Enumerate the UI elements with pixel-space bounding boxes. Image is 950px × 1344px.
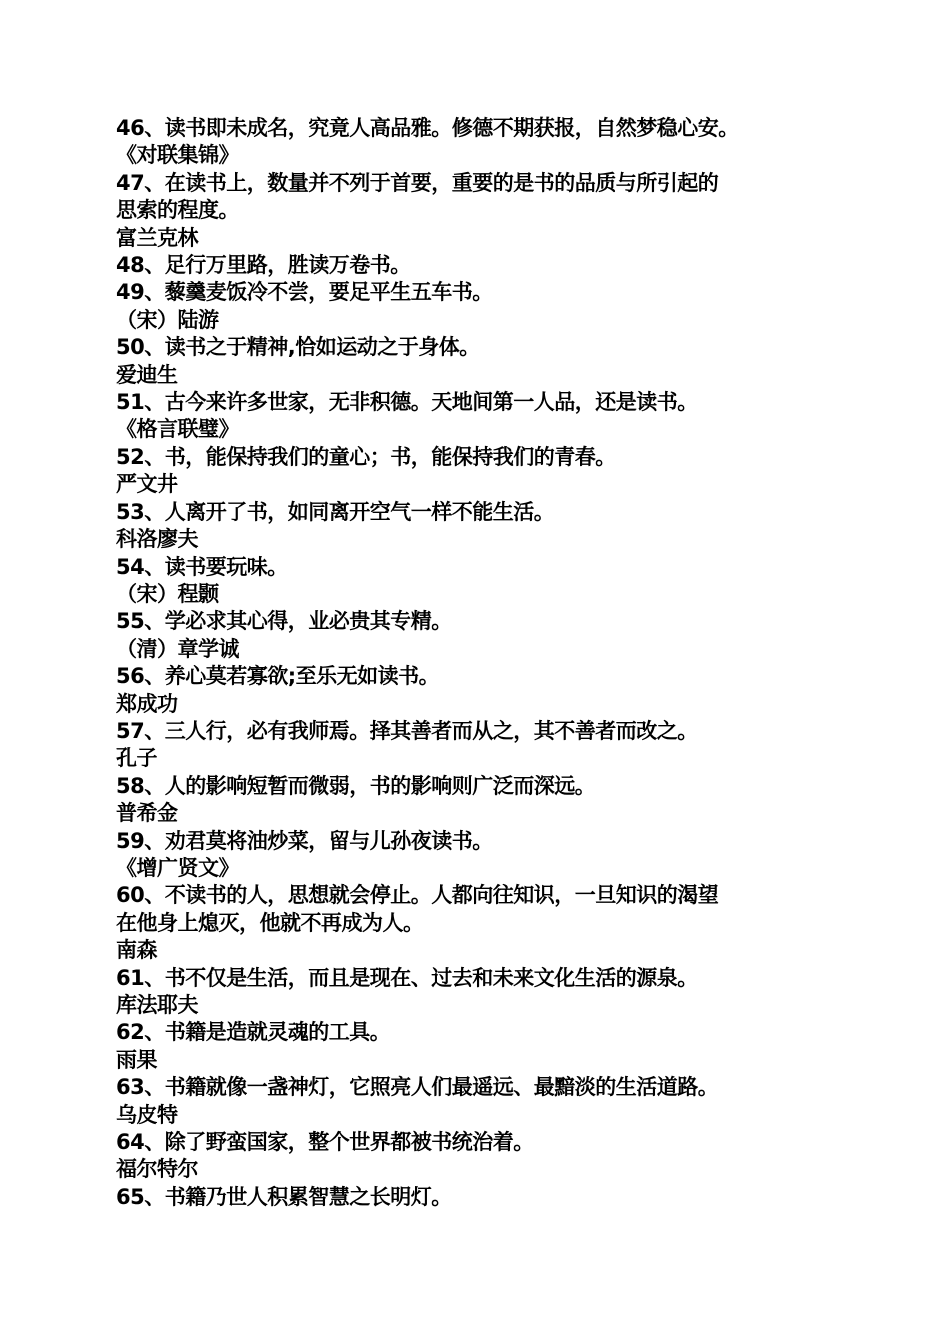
text-line: 56、养心莫若寡欲;至乐无如读书。 — [116, 664, 440, 689]
text-line: 在他身上熄灭，他就不再成为人。 — [116, 910, 424, 935]
source-line: 郑成功 — [116, 691, 178, 716]
text-line: 60、不读书的人，思想就会停止。人都向往知识，一旦知识的渴望 — [116, 883, 719, 908]
source-line: 福尔特尔 — [116, 1157, 198, 1182]
text-line: 47、在读书上，数量并不列于首要，重要的是书的品质与所引起的 — [116, 170, 719, 195]
text-line: 54、读书要玩味。 — [116, 554, 288, 579]
source-line: 乌皮特 — [116, 1102, 178, 1127]
source-line: 库法耶夫 — [116, 993, 198, 1017]
source-line: 普希金 — [116, 801, 178, 826]
text-line: 53、人离开了书，如同离开空气一样不能生活。 — [116, 499, 555, 524]
text-line: 62、书籍是造就灵魂的工具。 — [116, 1020, 391, 1045]
text-line: 64、除了野蛮国家，整个世界都被书统治着。 — [116, 1130, 534, 1155]
source-line: 雨果 — [116, 1047, 157, 1072]
text-line: 55、学必求其心得，业必贵其专精。 — [116, 609, 452, 634]
text-line: 59、劝君莫将油炒菜，留与儿孙夜读书。 — [116, 828, 493, 853]
source-line: 《增广贤文》 — [116, 855, 239, 880]
source-line: 南森 — [116, 938, 157, 963]
source-line: 严文井 — [116, 472, 178, 497]
source-line: 爱迪生 — [116, 362, 178, 387]
text-line: 57、三人行，必有我师焉。择其善者而从之，其不善者而改之。 — [116, 718, 698, 743]
document-page — [116, 115, 836, 1211]
text-line: 51、古今来许多世家，无非积德。天地间第一人品，还是读书。 — [116, 390, 698, 415]
text-line: 48、足行万里路，胜读万卷书。 — [116, 253, 411, 278]
text-line: 65、书籍乃世人积累智慧之长明灯。 — [116, 1184, 452, 1209]
text-line: 58、人的影响短暂而微弱，书的影响则广泛而深远。 — [116, 773, 596, 798]
text-line: 50、读书之于精神,恰如运动之于身体。 — [116, 335, 480, 360]
source-line: 《对联集锦》 — [116, 143, 239, 168]
source-line: 孔子 — [116, 746, 157, 771]
text-line: 49、藜羹麦饭冷不尝，要足平生五车书。 — [116, 280, 493, 305]
text-line: 思索的程度。 — [116, 198, 239, 223]
source-line: （宋）陆游 — [116, 307, 219, 332]
text-line: 61、书不仅是生活，而且是现在、过去和未来文化生活的源泉。 — [116, 965, 698, 990]
text-line: 46、读书即未成名，究竟人高品雅。修德不期获报，自然梦稳心安。 — [116, 116, 739, 140]
source-line: （宋）程颢 — [116, 581, 219, 606]
source-line: 富兰克林 — [116, 225, 198, 250]
text-line: 63、书籍就像一盏神灯，它照亮人们最遥远、最黯淡的生活道路。 — [116, 1075, 719, 1100]
source-line: 科洛廖夫 — [116, 527, 198, 552]
source-line: （清）章学诚 — [116, 636, 239, 661]
text-line: 52、书，能保持我们的童心；书，能保持我们的青春。 — [116, 444, 616, 469]
source-line: 《格言联璧》 — [116, 417, 239, 442]
